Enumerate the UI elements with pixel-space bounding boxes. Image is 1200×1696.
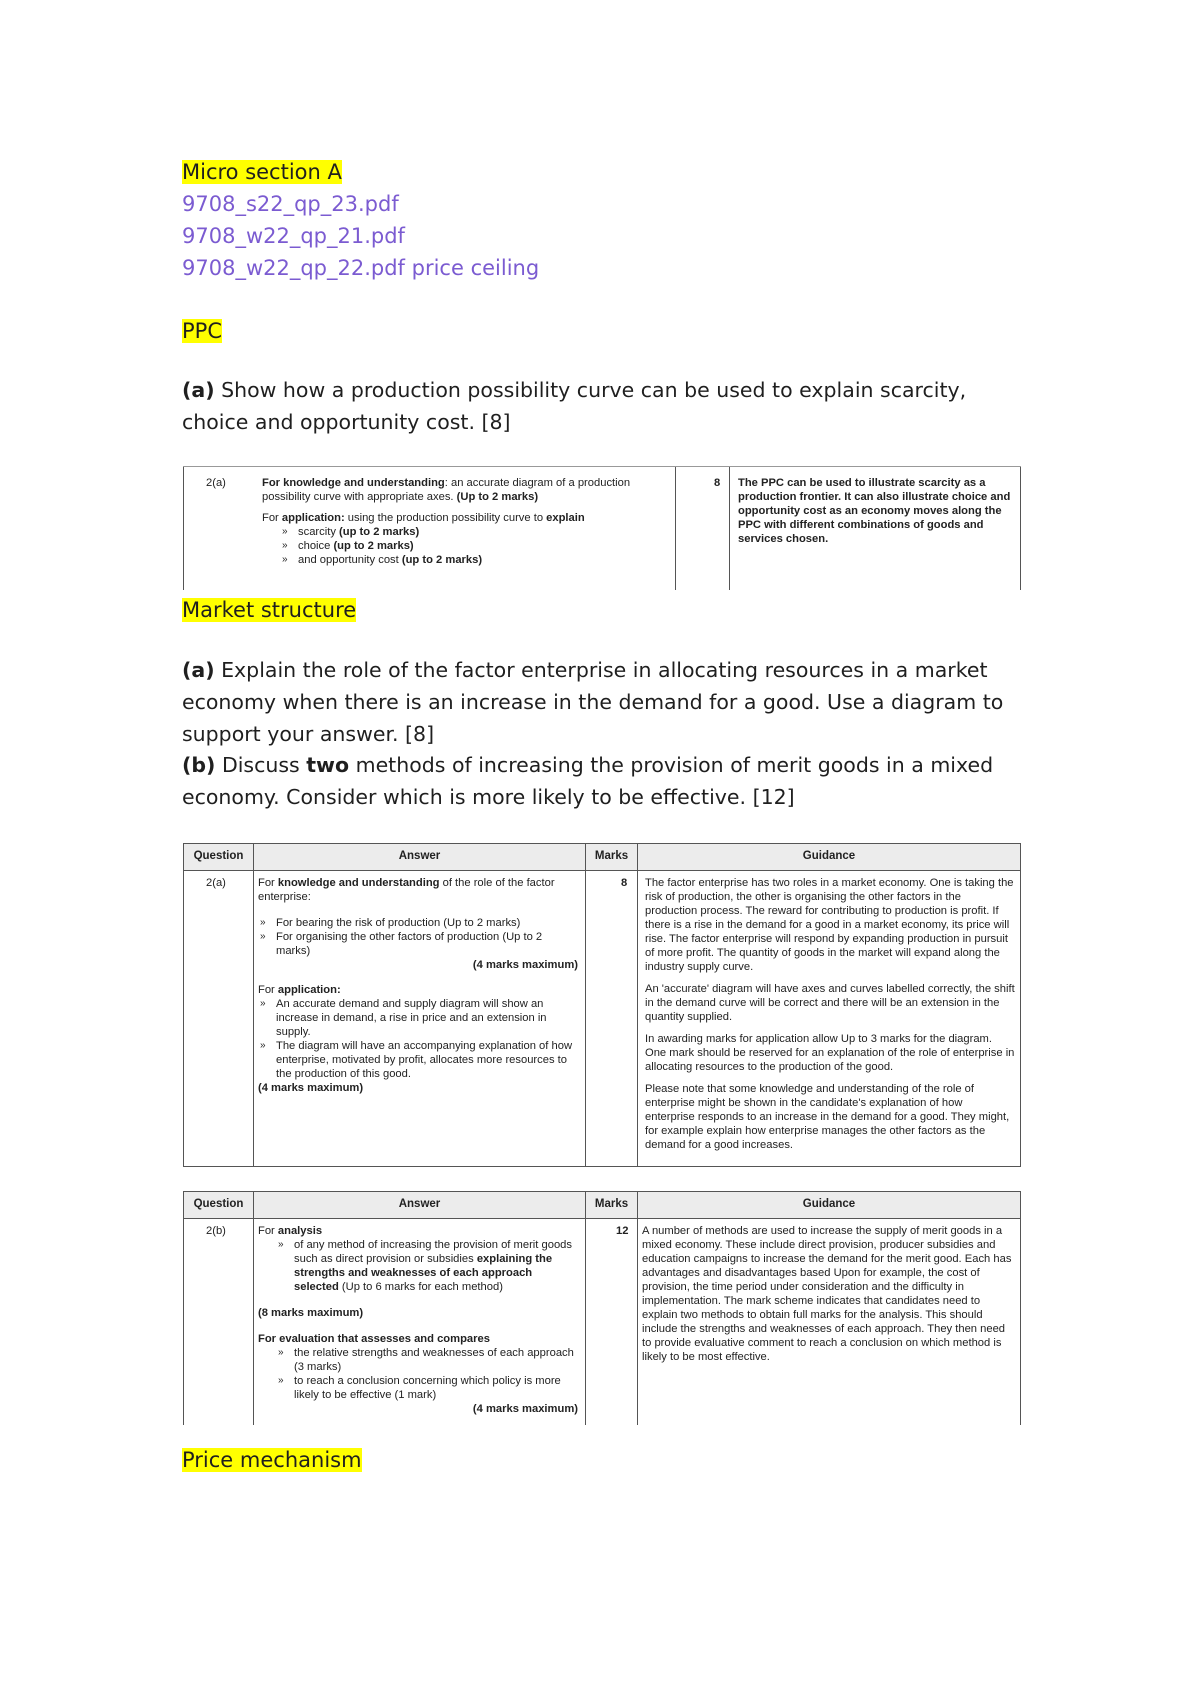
ppc-question (182, 374, 1022, 438)
guidance-paragraph: In awarding marks for application allow Up to 3 marks for the diagram. One mark should be reserved for an explanation of the role of enterprise in allocating resources to the production of the good. (645, 1033, 1015, 1073)
ms-2b-marks: 12 (616, 1225, 629, 1237)
table-border (183, 1191, 184, 1425)
table-border (1020, 466, 1021, 590)
ms-2a-app-bullets (258, 997, 578, 1081)
col-header-answer: Answer (398, 850, 441, 862)
ms-2b-answer (258, 1224, 578, 1416)
list-item: » scarcity (up to 2 marks) (280, 525, 662, 539)
ms-2b-analysis-max: (8 marks maximum) (258, 1307, 364, 1319)
ppc-ms-marks: 8 (714, 477, 721, 489)
ppc-ms-guidance: The PPC can be used to illustrate scarcity as a production frontier. It can also illustrate choice and opportunity cost as an economy moves along the PPC with different combinations of goods and services chosen. (738, 477, 1011, 545)
ms-2b-analysis-bullets (276, 1238, 578, 1294)
list-item: » choice (up to 2 marks) (280, 539, 662, 553)
table-border (183, 843, 1021, 844)
section-title: Micro section A (182, 160, 342, 184)
ms-2b-question: 2(b) (206, 1225, 226, 1237)
table-border (253, 1191, 254, 1425)
ms-2a-ku-bullets (258, 916, 578, 958)
table-border (1020, 843, 1021, 1167)
ppc-question-text: Show how a production possibility curve can be used to explain scarcity, choice and opportunity cost. [8] (182, 378, 967, 434)
table-border (637, 843, 638, 1167)
ms-2b-guidance: A number of methods are used to increase the supply of merit goods in a mixed economy. These include direct provision, producer subsidies and education campaigns to increase the demand for the merit good. Each has advantages and disadvantages based Upon for example, the cost of provision, the time period under consideration and the difficulty in implementation. The mark scheme indicates that candidates need to explain two methods to obtain full marks for the analysis. This should include the strengths and weaknesses of each approach. They then need to provide evaluative comment to reach a conclusion on which method is likely to be most effective. (642, 1225, 1012, 1363)
table-border (183, 843, 184, 1167)
list-item: » and opportunity cost (up to 2 marks) (280, 553, 662, 567)
ppc-ms-application: For application: using the production possibility curve to explain (262, 512, 585, 524)
guidance-paragraph: An 'accurate' diagram will have axes and curves labelled correctly, the shift in the demand curve will be correct and there will be an extension in the quantity supplied. (645, 983, 1015, 1023)
table-border (253, 843, 254, 1167)
table-border (183, 1191, 1021, 1192)
table-border (729, 466, 730, 590)
ms-2a-ku: For knowledge and understanding of the role of the factor enterprise: (258, 877, 555, 903)
ms-2a-app: For application: (258, 984, 341, 996)
col-header-answer: Answer (398, 1198, 441, 1210)
col-header-guidance: Guidance (802, 850, 856, 862)
list-item: » An accurate demand and supply diagram will show an increase in demand, a rise in price and an extension in supply. (258, 997, 578, 1039)
ms-2a-guidance (645, 876, 1015, 1160)
table-border (1020, 1191, 1021, 1425)
ppc-ms-bullets (280, 525, 662, 567)
ppc-question-label: (a) (182, 378, 215, 402)
ms-2a-marks: 8 (621, 877, 628, 889)
ms-2a-app-max: (4 marks maximum) (258, 1082, 364, 1094)
price-mechanism-heading: Price mechanism (182, 1448, 362, 1472)
table-border (183, 1218, 1021, 1219)
table-border (183, 466, 184, 590)
ppc-ms-ku: For knowledge and understanding: an accurate diagram of a production possibility curve with appropriate axes. (Up to 2 marks) (262, 477, 631, 503)
ppc-ms-answer (262, 476, 662, 567)
col-header-question: Question (193, 850, 244, 862)
ms-2b-analysis: For analysis (258, 1225, 323, 1237)
ms-2a-ku-max: (4 marks maximum) (472, 959, 578, 971)
table-border (585, 843, 586, 1167)
list-item: » of any method of increasing the provision of merit goods such as direct provision or subsidies explaining the strengths and weaknesses of each approach selected (Up to 6 marks for each method) (276, 1238, 578, 1294)
list-item: » The diagram will have an accompanying explanation of how enterprise, motivated by profit, allocates more resources to the production of this good. (258, 1039, 578, 1081)
ms-2a-answer (258, 876, 578, 1095)
table-border (183, 1166, 1021, 1167)
ppc-heading: PPC (182, 319, 222, 343)
list-item: » For bearing the risk of production (Up to 2 marks) (258, 916, 578, 930)
col-header-marks: Marks (594, 850, 629, 862)
col-header-question: Question (193, 1198, 244, 1210)
link-s22-qp-23[interactable]: 9708_s22_qp_23.pdf (182, 192, 399, 216)
list-item: » to reach a conclusion concerning which policy is more likely to be effective (1 mark) (276, 1374, 578, 1402)
ms-2b-eval-heading: For evaluation that assesses and compares (258, 1333, 490, 1345)
guidance-paragraph: Please note that some knowledge and understanding of the role of enterprise might be shown in the candidate's explanation of how enterprise responds to an increase in the demand for a good. They might, for example explain how enterprise manages the other factors as the demand for a good increases. (645, 1083, 1010, 1151)
ms-2b-eval-max: (4 marks maximum) (472, 1403, 578, 1415)
market-structure-heading: Market structure (182, 598, 357, 622)
link-w22-qp-21[interactable]: 9708_w22_qp_21.pdf (182, 224, 405, 248)
market-question-a: (a) Explain the role of the factor enterprise in allocating resources in a market economy when there is an increase in the demand for a good. Use a diagram to support your answer. [8] (182, 658, 1004, 746)
col-header-marks: Marks (594, 1198, 629, 1210)
list-item: » For organising the other factors of production (Up to 2 marks) (258, 930, 578, 958)
table-border (585, 1191, 586, 1425)
ms-2b-eval-bullets (276, 1346, 578, 1402)
table-border (183, 466, 1021, 467)
table-border (637, 1191, 638, 1425)
link-w22-qp-22[interactable]: 9708_w22_qp_22.pdf price ceiling (182, 256, 540, 280)
table-border (183, 870, 1021, 871)
market-question-b: (b) Discuss two methods of increasing the provision of merit goods in a mixed economy. Consider which is more likely to be effective. [12] (182, 753, 994, 809)
table-border (675, 466, 676, 590)
list-item: » the relative strengths and weaknesses of each approach (3 marks) (276, 1346, 578, 1374)
ms-2a-question: 2(a) (206, 877, 226, 889)
col-header-guidance: Guidance (802, 1198, 856, 1210)
ppc-ms-question: 2(a) (206, 477, 226, 489)
guidance-paragraph: The factor enterprise has two roles in a market economy. One is taking the risk of production, the other is organising the other factors in the production process. The reward for contributing to production is profit. If there is a rise in the demand for a good in a market economy, its price will rise. The factor enterprise will respond by expanding production in pursuit of more profit. The quantity of goods in the market will expand along the industry supply curve. (645, 877, 1014, 973)
